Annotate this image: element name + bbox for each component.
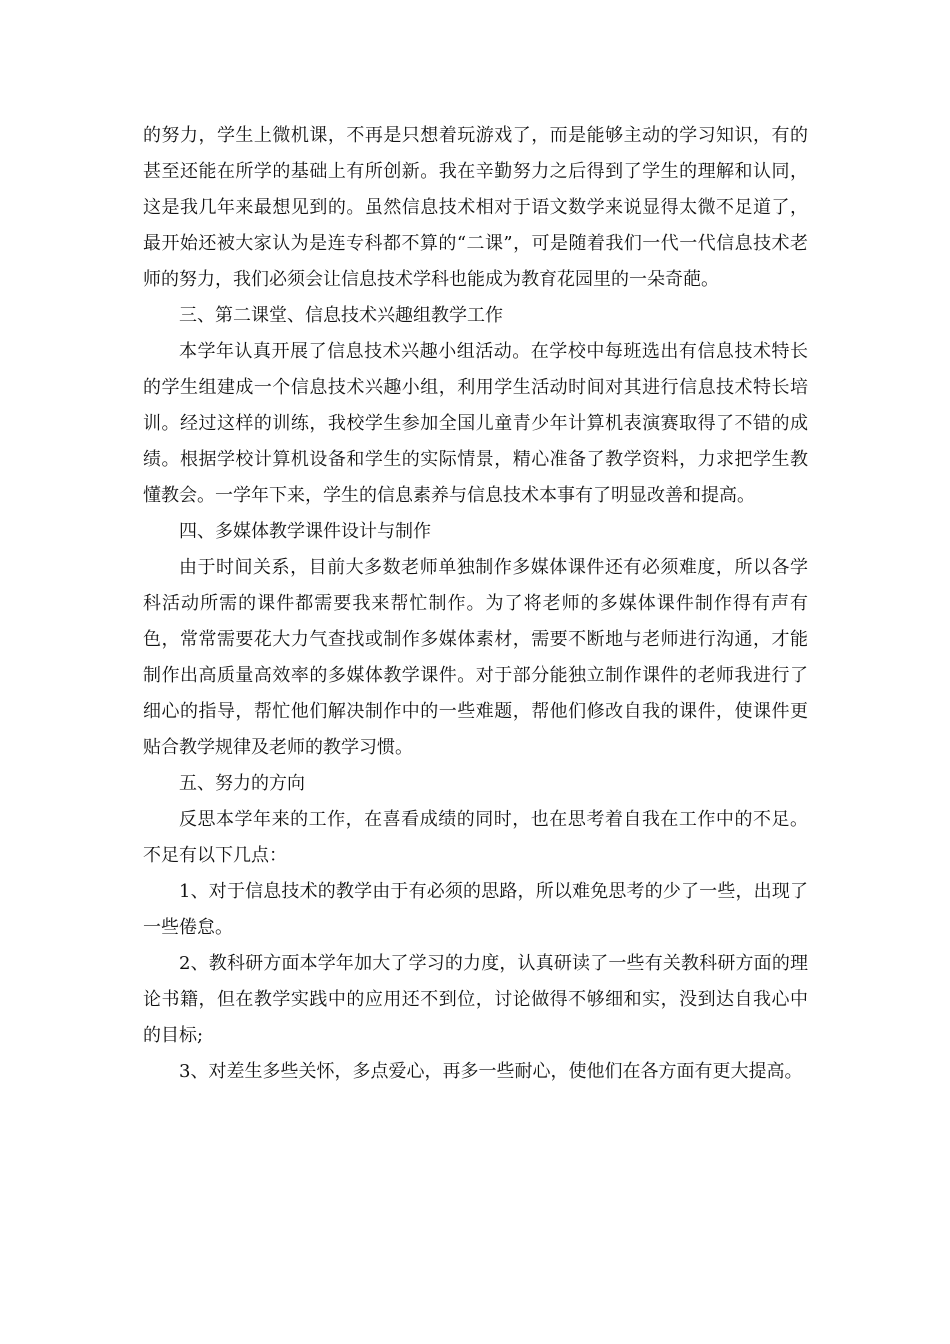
paragraph-continuation: 的努力，学生上微机课，不再是只想着玩游戏了，而是能够主动的学习知识，有的甚至还能在所学的基础上有所创新。我在辛勤努力之后得到了学生的理解和认同，这是我几年来最想见到的。虽然信息技术相对于语文数学来说显得太微不足道了，最开始还被大家认为是连专科都不算的“二课”，可是随着我们一代一代信息技术老师的努力，我们必须会让信息技术学科也能成为教育花园里的一朵奇葩。 — [143, 125, 808, 290]
list-item: 3、对差生多些关怀，多点爱心，再多一些耐心，使他们在各方面有更大提高。 — [179, 1061, 803, 1082]
section-heading-4: 四、多媒体教学课件设计与制作 — [179, 521, 431, 542]
document-body — [143, 118, 808, 1090]
paragraph: 本学年认真开展了信息技术兴趣小组活动。在学校中每班选出有信息技术特长的学生组建成一个信息技术兴趣小组，利用学生活动时间对其进行信息技术特长培训。经过这样的训练，我校学生参加全国儿童青少年计算机表演赛取得了不错的成绩。根据学校计算机设备和学生的实际情景，精心准备了教学资料，力求把学生教懂教会。一学年下来，学生的信息素养与信息技术本事有了明显改善和提高。 — [143, 341, 808, 506]
list-item: 1、对于信息技术的教学由于有必须的思路，所以难免思考的少了一些，出现了一些倦怠。 — [143, 881, 808, 938]
section-heading-5: 五、努力的方向 — [179, 773, 305, 794]
section-heading-3: 三、第二课堂、信息技术兴趣组教学工作 — [179, 305, 503, 326]
list-item: 2、教科研方面本学年加大了学习的力度，认真研读了一些有关教科研方面的理论书籍，但在教学实践中的应用还不到位，讨论做得不够细和实，没到达自我心中的目标; — [143, 953, 808, 1046]
paragraph: 反思本学年来的工作，在喜看成绩的同时，也在思考着自我在工作中的不足。不足有以下几点： — [143, 809, 808, 866]
paragraph: 由于时间关系，目前大多数老师单独制作多媒体课件还有必须难度，所以各学科活动所需的课件都需要我来帮忙制作。为了将老师的多媒体课件制作得有声有色，常常需要花大力气查找或制作多媒体素材，需要不断地与老师进行沟通，才能制作出高质量高效率的多媒体教学课件。对于部分能独立制作课件的老师我进行了细心的指导，帮忙他们解决制作中的一些难题，帮他们修改自我的课件，使课件更贴合教学规律及老师的教学习惯。 — [143, 557, 808, 758]
